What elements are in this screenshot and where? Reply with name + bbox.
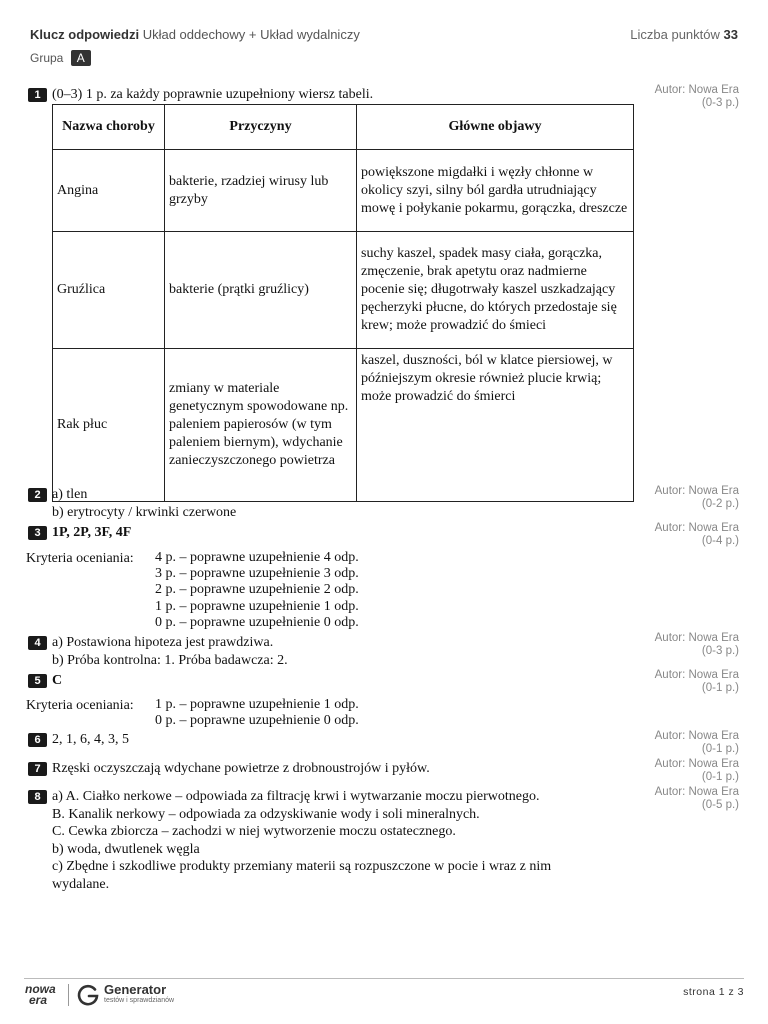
q2-author: Autor: Nowa Era (0-2 p.) xyxy=(654,485,739,510)
q4-author: Autor: Nowa Era (0-3 p.) xyxy=(654,632,739,657)
nowa-era-logo: nowa era xyxy=(25,982,56,1007)
table-header-name: Nazwa choroby xyxy=(53,105,165,150)
q2-answer-a: a) tlen xyxy=(52,487,88,502)
q3-criteria-label: Kryteria oceniania: xyxy=(26,551,134,566)
question-number-5: 5 xyxy=(28,674,47,688)
group-badge: A xyxy=(71,50,91,66)
disease-cause: bakterie (prątki gruźlicy) xyxy=(165,232,357,349)
question-number-7: 7 xyxy=(28,762,47,776)
question-number-2: 2 xyxy=(28,488,47,502)
q1-author: Autor: Nowa Era (0-3 p.) xyxy=(654,84,739,109)
q8-answer: a) A. Ciałko nerkowe – odpowiada za filtrację krwi i wytwarzanie moczu pierwotnego. B. Kanalik nerkowy – odpowiada za odzyskiwanie wody i soli mineralnych. C. Cewka zbiorcza – zachodzi w niej wytworzenie moczu ostatecznego. b) woda, dwutlenek węgla c) Zbędne i szkodliwe produkty przemiany materii są rozpuszczone w pocie i wraz z nim wydalane. xyxy=(52,789,552,892)
generator-logo-icon xyxy=(76,983,100,1007)
q5-criteria-label: Kryteria oceniania: xyxy=(26,698,134,713)
q8-author: Autor: Nowa Era (0-5 p.) xyxy=(654,786,739,811)
logo-separator xyxy=(68,984,69,1006)
footer-divider xyxy=(24,978,744,979)
points-total: Liczba punktów 33 xyxy=(630,27,738,42)
disease-cause: bakterie, rzadziej wirusy lub grzyby xyxy=(165,150,357,232)
disease-symptoms: suchy kaszel, spadek masy ciała, gorączka, zmęczenie, brak apetytu oraz nadmierne pocenie się; długotrwały kaszel uszkadzający pęcherzyki płucne, do których przedostaje się krew; może prowadzić do śmieci xyxy=(357,232,634,349)
disease-name: Angina xyxy=(53,150,165,232)
page-number: strona 1 z 3 xyxy=(683,986,744,998)
disease-symptoms: powiększone migdałki i węzły chłonne w okolicy szyi, silny ból gardła utrudniający mowę i połykanie pokarmu, gorączka, dreszcze xyxy=(357,150,634,232)
q5-criteria-list: 1 p. – poprawne uzupełnienie 1 odp. 0 p. – poprawne uzupełnienie 0 odp. xyxy=(155,697,359,729)
question-number-6: 6 xyxy=(28,733,47,747)
generator-label: Generator xyxy=(104,982,167,997)
question-number-3: 3 xyxy=(28,526,47,540)
q5-author: Autor: Nowa Era (0-1 p.) xyxy=(654,669,739,694)
question-number-8: 8 xyxy=(28,790,47,804)
disease-cause: zmiany w materiale genetycznym spowodowane np. paleniem papierosów (w tym paleniem biernym), wdychanie zanieczyszczonego powietrza xyxy=(165,349,357,502)
question-number-4: 4 xyxy=(28,636,47,650)
table-header-symptoms: Główne objawy xyxy=(357,105,634,150)
disease-symptoms: kaszel, duszności, ból w klatce piersiowej, w późniejszym okresie również plucie krwią; może prowadzić do śmierci xyxy=(357,349,634,502)
disease-name: Rak płuc xyxy=(53,349,165,502)
table-row xyxy=(53,232,634,349)
question-number-1: 1 xyxy=(28,88,47,102)
q3-criteria-list: 4 p. – poprawne uzupełnienie 4 odp. 3 p. – poprawne uzupełnienie 3 odp. 2 p. – poprawne uzupełnienie 2 odp. 1 p. – poprawne uzupełnienie 1 odp. 0 p. – poprawne uzupełnienie 0 odp. xyxy=(155,550,359,630)
q6-author: Autor: Nowa Era (0-1 p.) xyxy=(654,730,739,755)
q3-author: Autor: Nowa Era (0-4 p.) xyxy=(654,522,739,547)
q6-answer: 2, 1, 6, 4, 3, 5 xyxy=(52,732,129,747)
document-title: Klucz odpowiedzi Układ oddechowy + Układ wydalniczy xyxy=(30,27,360,42)
disease-table xyxy=(52,104,634,502)
generator-sublabel: testów i sprawdzianów xyxy=(104,997,175,1004)
q2-answer-b: b) erytrocyty / krwinki czerwone xyxy=(52,505,237,520)
table-row xyxy=(53,349,634,502)
q1-intro: (0–3) 1 p. za każdy poprawnie uzupełniony wiersz tabeli. xyxy=(52,87,374,102)
table-header-causes: Przyczyny xyxy=(165,105,357,150)
q3-answer: 1P, 2P, 3F, 4F xyxy=(52,525,132,540)
table-row xyxy=(53,150,634,232)
q5-answer: C xyxy=(52,673,63,688)
q7-answer: Rzęski oczyszczają wdychane powietrze z drobnoustrojów i pyłów. xyxy=(52,761,430,776)
q7-author: Autor: Nowa Era (0-1 p.) xyxy=(654,758,739,783)
disease-name: Gruźlica xyxy=(53,232,165,349)
q4-answer-a: a) Postawiona hipoteza jest prawdziwa. xyxy=(52,635,274,650)
q4-answer-b: b) Próba kontrolna: 1. Próba badawcza: 2. xyxy=(52,653,288,668)
group-label: Grupa A xyxy=(30,50,91,66)
